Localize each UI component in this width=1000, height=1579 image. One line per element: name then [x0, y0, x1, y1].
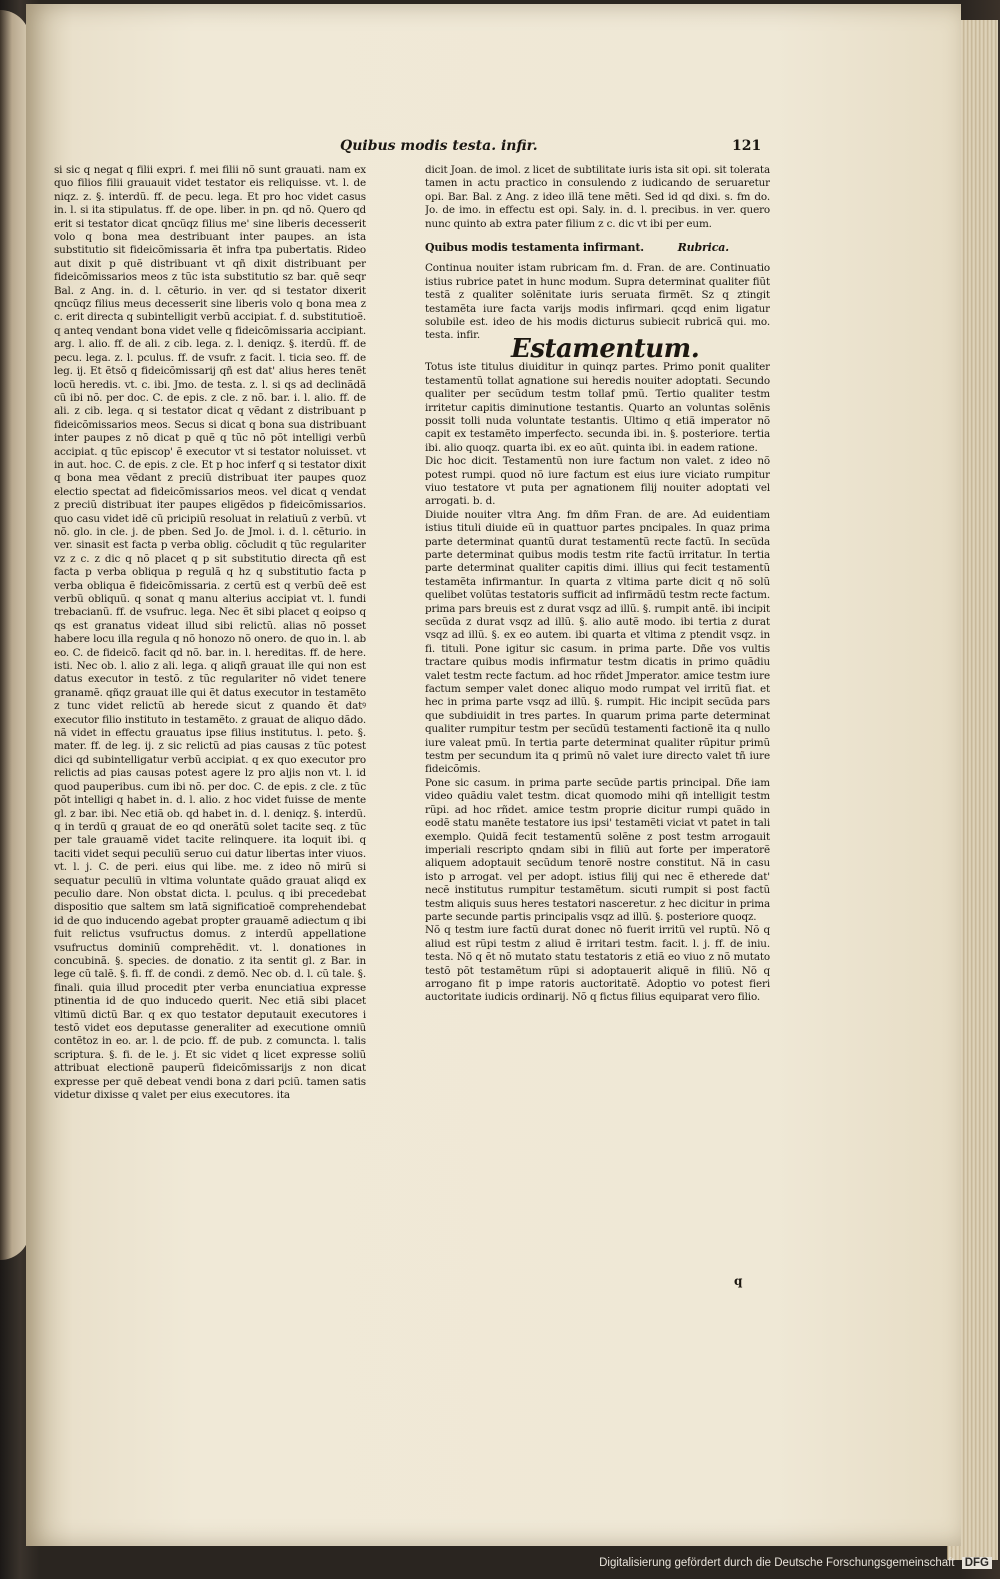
rubric-heading — [425, 241, 770, 254]
dic-paragraph: Dic hoc dicit. Testamentũ non iure factum non valet. z ideo nõ potest rumpi. quod nõ iure factum est eius iure viciato rumpitur viuo testatore vt puta per agnationem filij nouiter adoptati vel arrogati. b. d. — [425, 455, 770, 508]
pone-paragraph: Pone sic casum. in prima parte secũde partis principal. Dñe iam video quãdiu valet testm. dicat quomodo mihi qñ intelligit testm rũpi. ad hoc rñdet. amice testm proprie dicitur rumpi quãdo in eodẽ statu manẽte testatore ius ipsi' testamẽti viciat vt patet in tali exemplo. Quidã fecit testamentũ solẽne z post testm arrogauit imperiali rescripto qndam sibi in filiũ aut forte per imperatorẽ aliquem adoptauit secũdum tenorẽ nostre constitut. Nã in casu isto p arrogat. vel per adopt. istius filij qui nec ẽ etherede dat' necẽ institutus rumpitur testamẽtum. sicuti rumpit si post factũ testm aliquis suus heres testatori nasceretur. z hec dicitur in prima parte secunde partis principalis vsqz ad illũ. §. posteriore quoqz. — [425, 776, 770, 923]
right-top-paragraph: dicit Joan. de imol. z licet de subtilitate iuris ista sit opi. sit tolerata tamen in actu practico in consulendo z iudicando de seruaretur opi. Bar. Bal. z Ang. z ideo illã tene mẽti. Sed id qd dixi. s. fm do. Jo. de imo. in effectu est opi. Saly. in. d. l. precibus. in ver. quero nunc quinto ab extra pater filium z c. dic vt ibi per eum. — [425, 164, 770, 230]
footer-credit — [592, 1557, 992, 1575]
signature-mark: q — [734, 1274, 743, 1288]
left-text-column — [54, 164, 366, 1274]
page-header — [340, 138, 780, 160]
dfg-logo: DFG — [962, 1557, 992, 1569]
rubric-title: Quibus modis testamenta infirmant. — [425, 241, 644, 255]
notandum-paragraph: Nõ q testm iure factũ durat donec nõ fuerit irritũ vel ruptũ. Nõ q aliud est rũpi testm z aliud ẽ irritari testm. facit. l. j. ff. de iniu. testa. Nõ q ẽt nõ mutato statu testatoris z etiã eo viuo z nõ mutato testõ põt testamẽtum rũpi si adoptauerit aliquẽ in filiũ. Nõ q arrogano fit p impe ratoris auctoritatẽ. Adoptio vo potest fieri auctoritate iudicis ordinarij. Nõ q fictus filius equiparat vero filio. — [425, 924, 770, 1004]
footer-credit-text: Digitalisierung gefördert durch die Deutsche Forschungsgemeinschaft — [599, 1557, 955, 1569]
diuide-paragraph: Diuide nouiter vltra Ang. fm dñm Fran. de are. Ad euidentiam istius tituli diuide eũ in quattuor partes pncipales. In quaz prima parte determinat quantũ durat testamentũ recte factũ. In secũda parte determinat quibus modis testm rite factũ irritatur. In tertia parte determinat qualiter capitis dimi. illius qui fecit testamentũ testamẽta infirmantur. In quarta z vltima parte dicit q nõ solũ quelibet volũtas testatoris sufficit ad infirmãdũ testm recte factum. prima pars breuis est z durat vsqz ad illũ. §. rumpit antẽ. ibi incipit secũda z durat vsqz ad illũ. §. alio autẽ modo. ibi tertia z durat vsqz ad illũ. §. ex eo autem. ibi quarta et vltima z ptendit vsqz. in fi. tituli. Pone igitur sic casum. in prima parte. Dñe vos vultis tractare quibus modis infirmatur testm dicatis in primo quãdiu valet testm recte factum. ad hoc rñdet Jmperator. amice testm iure factum semper valet donec aliquo modo rumpat vel irritũ fiat. et hec in prima parte vsqz ad illũ. §. rumpit. Hic incipit secũda pars que subdiuidit in tres partes. In quarum prima parte determinat qualiter rumpitur testm per secũdũ testamenti factionẽ ita q nullo iure valeat pmũ. In tertia parte determinat qualiter rũpitur primũ testm per secundum ita q primũ nõ valet iure directo valet tñ iure fideicõmis. — [425, 508, 770, 776]
testamentum-paragraph: Totus iste titulus diuiditur in quinqz partes. Primo ponit qualiter testamentũ tollat agnatione sui heredis nouiter adoptati. Secundo qualiter per secũdum testm tollaf pmũ. Tertio qualiter testm irritetur capitis diminutione testantis. Quarto an voluntas solẽnis possit tolli nuda voluntate testantis. Ultimo q etiã imperator nõ capit ex testamẽto imperfecto. secunda ibi. in. §. posteriore. tertia ibi. alio quoqz. quarta ibi. ex eo aũt. quinta ibi. in eadem ratione. — [425, 361, 770, 454]
continua-paragraph: Continua nouiter istam rubricam fm. d. Fran. de are. Continuatio istius rubrice patet in hunc modum. Supra determinat qualiter fiũt testã z qualiter solẽnitate iuris seruata firmẽt. Sz q ztingit testamẽta iure facta varijs modis infirmari. qcqd enim ligatur solubile est. ideo de his modis dicturus subiecit rubricã qui. mo. testa. infir. — [425, 262, 770, 342]
right-text-column — [425, 164, 770, 1276]
folio-number: 121 — [732, 138, 762, 154]
rubric-label: Rubrica. — [677, 241, 729, 255]
running-title: Quibus modis testa. infir. — [340, 138, 538, 154]
big-initial-word: Estamentum. — [511, 333, 700, 364]
testamentum-heading — [425, 333, 770, 364]
left-column-text: si sic q negat q filii expri. f. mei filii nõ sunt grauati. nam ex quo filios filii grauauit videt testator eis reliquisse. vt. l. de niqz. z. §. interdũ. ff. de pecu. lega. Et pro hoc videt casus in. l. si ita stipulatus. ff. de ope. liber. in pn. qd nõ. Quero qd erit si testator dicat qncũqz filius me' sine liberis decesserit volo q bona mea destribuant inter paupes. an ista substitutio sit fideicõmissaria ẽt infra tpa pubertatis. Rideo aut dixit p quẽ distribuant vt qñ dixit distribuant per fideicõmissarios meos z tũc ista substitutio sz bar. quẽ seqr Bal. z Ang. in. d. l. cẽturio. in ver. qd si testator dixerit qncũqz filius meus decesserit sine liberis volo q bona mea z c. erit directa q subintelligit verbũ accipiat. f. d. substitutioẽ. q anteq vendant bona videt velle q fideicõmissaria accipiant. arg. l. alio. ff. de ali. z cib. lega. z. l. deniqz. §. iterdũ. ff. de pecu. lega. z. l. pculus. ff. de vsufr. z facit. l. ticia seo. ff. de leg. ij. Et ẽtsõ q fideicõmissarij qñ est dat' alius heres tenẽt locũ heredis. vt. c. ibi. Jmo. de testa. z. l. si qs ad declinãdã cũ ibi nõ. per doc. C. de epis. z cle. z nõ. bar. i. l. alio. ff. de ali. z cib. lega. q si testator dicat q vẽdant z distribuant p fideicõmissarios meos. Secus si dicat q bona sua distribuant inter paupes z nõ dicat p quẽ q tũc nõ põt intelligi verbũ accipiat. q tũc episcop' ẽ executor vt si testator noluisset. vt in aut. hoc. C. de epis. z cle. Et p hoc inferf q si testator dixit q bona mea vẽdant z preciũ distribuat iter paupes quoz electio spectat ad fideicõmissarios meos. vel dicat q vendat z preciũ distribuat iter paupes eligẽdos p fideicõmissarios. quo casu videt idẽ cũ pricipiũ resoluat in relatiuũ z verbũ. vt nõ. glo. in cle. j. de pben. Sed Jo. de Jmol. i. d. l. cẽturio. in ver. sinasit est facta p verba oblig. cõcludit q tũc regulariter vz z c. z dic q nõ placet q p sit substitutio directa qñ est facta p verba obliqua p regulã q hz q substitutio facta p verba obliqua ẽ fideicõmissaria. z certũ est q verbũ deẽ est verbũ obliquũ. q sonat q manu alterius accipiat vt. l. fundi trebacianũ. ff. de vsufruc. lega. Nec ẽt sibi placet q eoipso q qs est granatus videat illud sibi relictũ. alias nõ posset habere locu illa regula q nõ honozo nõ onero. de quo in. l. ab eo. C. de fideicõ. facit qd nõ. bar. in. l. hereditas. ff. de here. isti. Nec ob. l. alio z ali. lega. q aliqñ grauat ille qui non est datus executor in testõ. z tũc regulariter nõ videt tenere granamẽ. qñqz grauat ille qui ẽt datus executor in testamẽto z tunc videt relictũ ab herede sicut z quando ẽt datꝰ executor filio instituto in testamẽto. z grauat de aliquo dãdo. nã videt in effectu grauatus ipse filius institutus. l. peto. §. mater. ff. de leg. ij. z sic relictũ ad pias causas z tũc potest dici qd subintelligatur verbũ accipiat. q ex quo executor pro relictis ad pias causas potest agere lz pro aljis non vt. l. id quod pauperibus. cum ibi nõ. per doc. C. de epis. z cle. z tũc põt intelligi q habet in. d. l. alio. z hoc videt fuisse de mente gl. z bar. ibi. Nec etiã ob. qd habet in. d. l. deniqz. §. interdũ. q in terdũ q grauat de eo qd onerãtũ solet tacite seq. z tũc per tale grauamẽ videt tacite relinquere. ita loquit ibi. q taciti videt sequi peculiũ seruo cui datur libertas inter viuos. vt. l. j. C. de peri. eius qui libe. me. z ideo nõ mirũ si sequatur peculiũ in vltima voluntate quãdo grauat aliqd ex peculio dare. Non obstat dicta. l. pculus. q ibi precedebat dispositio que saltem sm latã significatioẽ comprehendebat id de quo inducendo agebat propter grauamẽ adiectum q ibi fuit relictus vsufructus domus. z interdũ appellatione vsufructus dominiũ comprehẽdit. vt. l. donationes in concubinã. §. species. de donatio. z ita sentit gl. z Bar. in lege cũ talẽ. §. fi. ff. de condi. z demõ. Nec ob. d. l. cũ tale. §. finali. quia illud procedit pter verba enunciatiua expresse ptinentia id de quo inducedo querit. Nec etiã sibi placet vltimũ dictũ Bar. q ex quo testator deputauit executores i testõ videt eos deputasse generaliter ad executione omniũ contẽtoz in eo. ar. l. de pcio. ff. de pub. z comuncta. l. talis scriptura. §. fi. de le. j. Et sic videt q licet expresse soliũ attribuat electionẽ pauperũ fideicõmissarijs z non dicat expresse per quẽ debeat vendi bona z dari pciũ. tamen satis videtur dixisse q valet per eius executores. ita — [54, 164, 366, 1102]
